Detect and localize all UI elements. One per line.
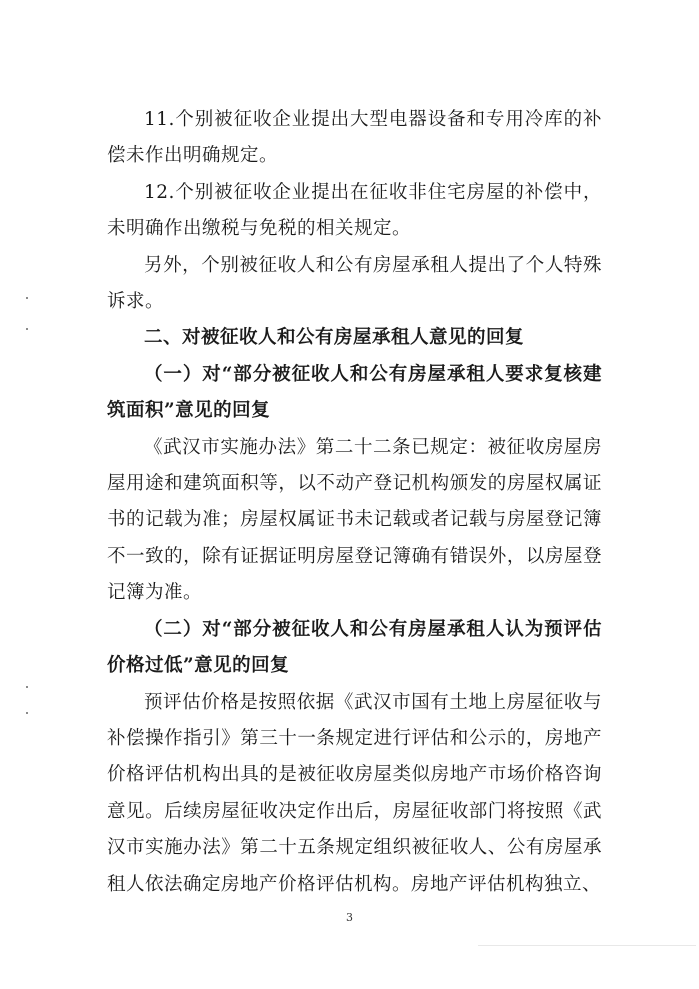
subsection-heading-1: （一）对“部分被征收人和公有房屋承租人要求复核建筑面积”意见的回复: [107, 363, 602, 422]
scan-dot-mark: [26, 712, 28, 714]
section-heading-2: 二、对被征收人和公有房屋承租人意见的回复: [144, 327, 525, 349]
scan-dot-mark: [26, 686, 28, 688]
paragraph-item-11: 11.个别被征收企业提出大型电器设备和专用冷库的补偿未作出明确规定。: [107, 109, 602, 167]
paragraph-additional: 另外，个别被征收人和公有房屋承租人提出了个人特殊诉求。: [107, 254, 602, 313]
document-body: [107, 102, 602, 903]
paragraph-item-12: 12.个别被征收企业提出在征收非住宅房屋的补偿中，未明确作出缴税与免税的相关规定。: [107, 181, 602, 240]
page-number: 3: [346, 911, 353, 924]
scan-dot-mark: [26, 328, 28, 330]
subsection-heading-2: （二）对“部分被征收人和公有房屋承租人认为预评估价格过低”意见的回复: [107, 618, 602, 677]
paragraph-reply-area: 《武汉市实施办法》第二十二条已规定：被征收房屋房屋用途和建筑面积等，以不动产登记机构颁发的房屋权属证书的记载为准；房屋权属证书未记载或者记载与房屋登记簿不一致的，除有证据证明房屋登记簿确有错误外，以房屋登记簿为准。: [107, 436, 602, 604]
scan-dot-mark: [26, 297, 28, 299]
paragraph-reply-price: 预评估价格是按照依据《武汉市国有土地上房屋征收与补偿操作指引》第三十一条规定进行评估和公示的，房地产价格评估机构出具的是被征收房屋类似房地产市场价格咨询意见。后续房屋征收决定作出后，房屋征收部门将按照《武汉市实施办法》第二十五条规定组织被征收人、公有房屋承租人依法确定房地产价格评估机构。房地产评估机构独立、: [107, 691, 602, 895]
scan-edge-line: [478, 945, 696, 946]
